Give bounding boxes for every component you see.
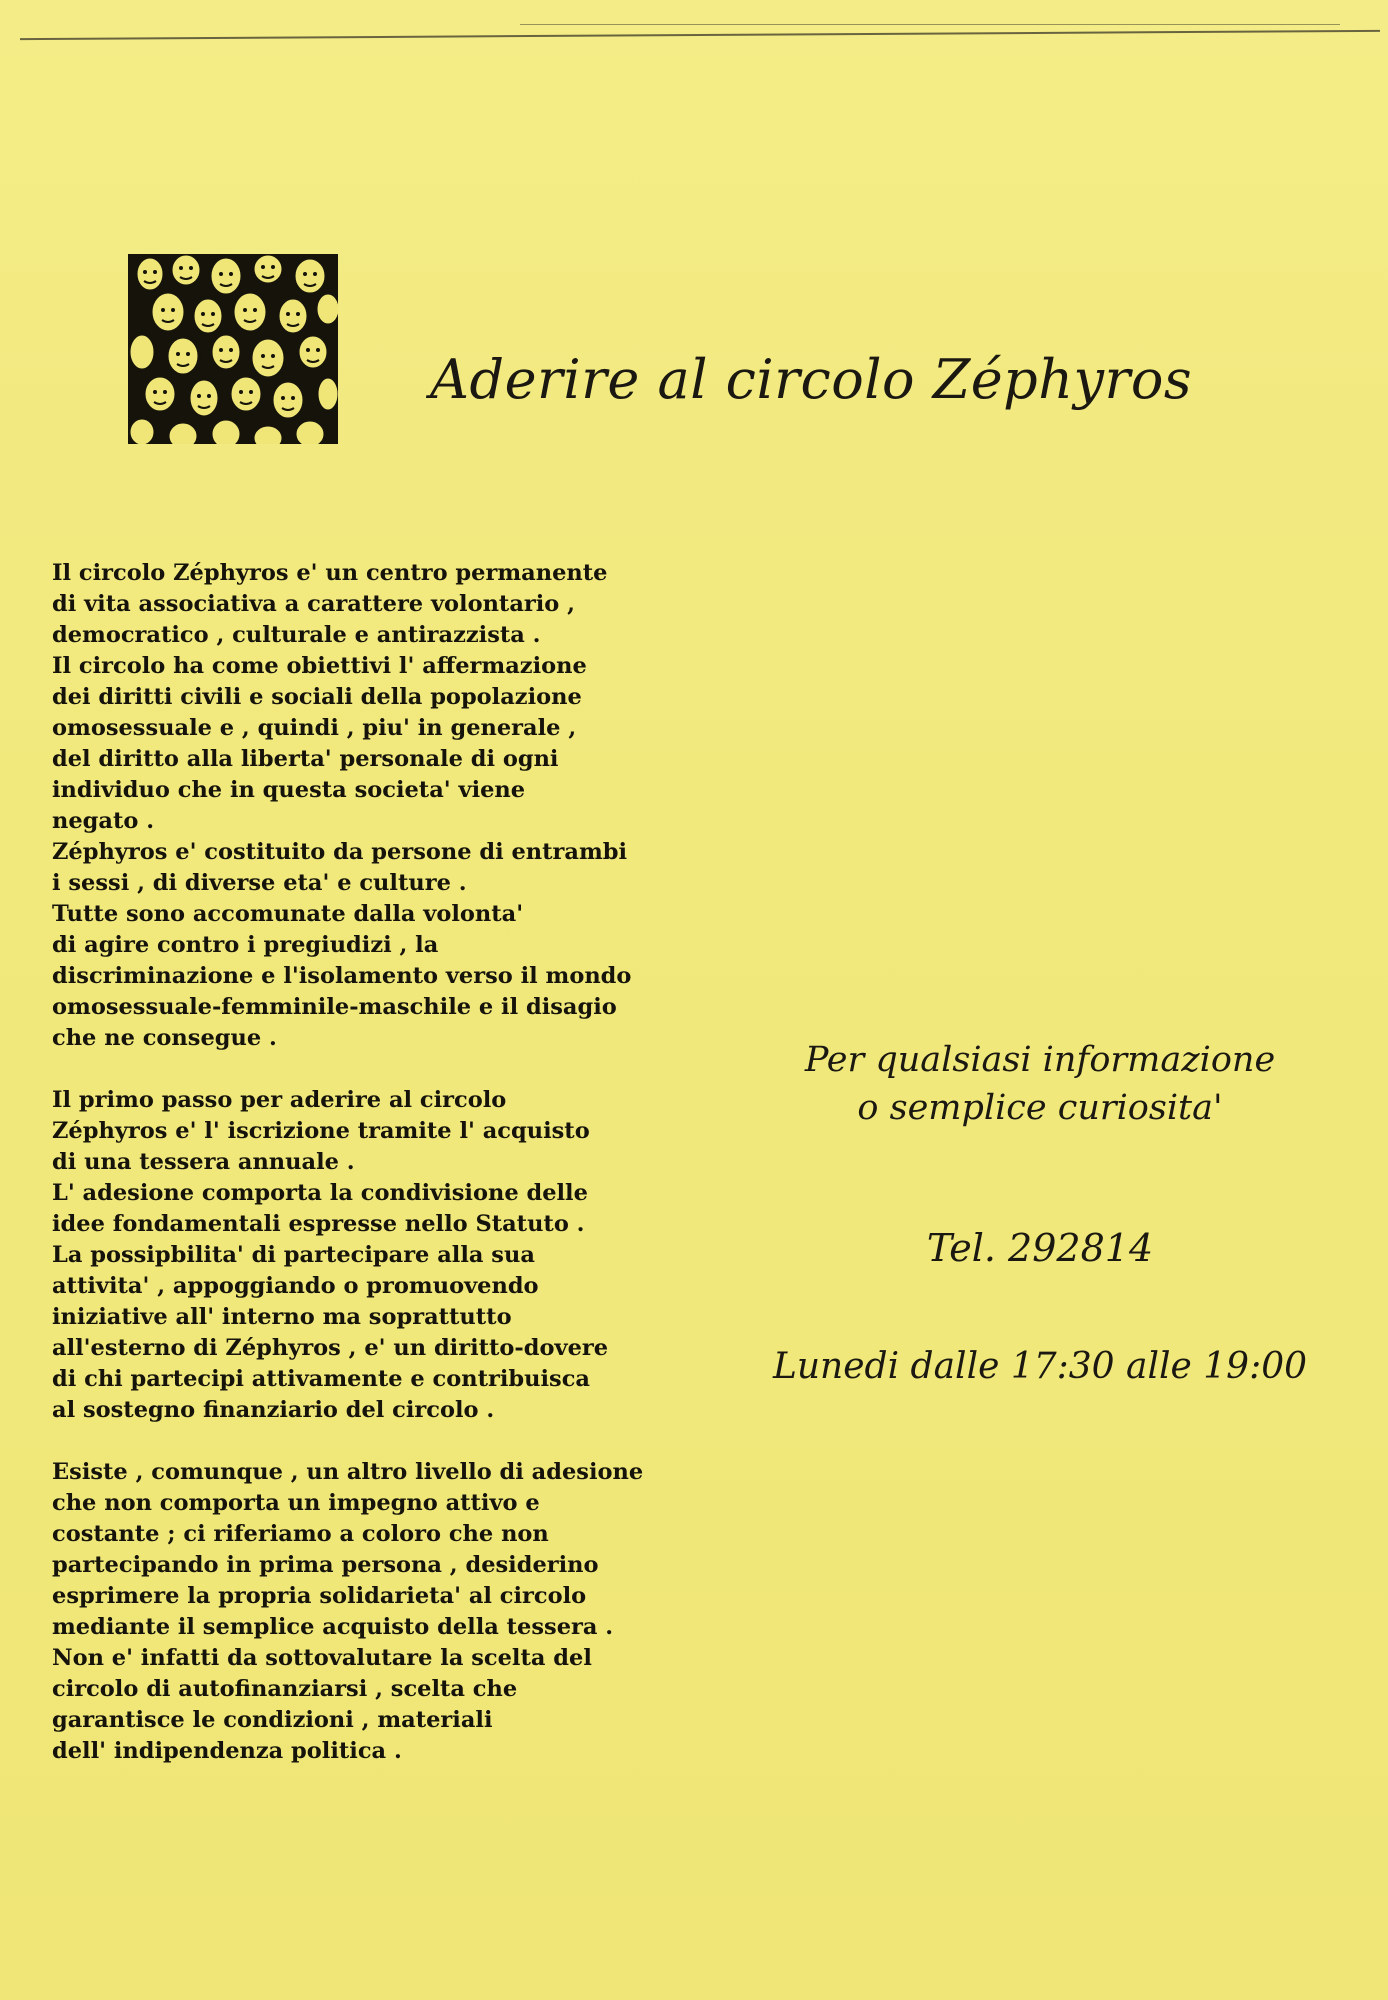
logo-graphic <box>128 254 338 444</box>
text-line: Non e' infatti da sottovalutare la scelta del <box>52 1645 592 1671</box>
text-line: Esiste , comunque , un altro livello di adesione <box>52 1459 644 1485</box>
text-line: Il circolo ha come obiettivi l' affermazione <box>52 653 587 679</box>
text-line: di una tessera annuale . <box>52 1149 355 1175</box>
text-line: La possipbilita' di partecipare alla sua <box>52 1242 535 1268</box>
info-line-2: o semplice curiosita' <box>857 1088 1223 1128</box>
text-line: discriminazione e l'isolamento verso il mondo <box>52 963 632 989</box>
text-line: esprimere la propria solidarieta' al circolo <box>52 1583 587 1609</box>
info-line-1: Per qualsiasi informazione <box>804 1040 1276 1080</box>
text-line: di vita associativa a carattere volontario , <box>52 591 575 617</box>
text-line: democratico , culturale e antirazzista . <box>52 622 541 648</box>
crowd-of-faces-icon <box>128 254 338 444</box>
text-line: dei diritti civili e sociali della popolazione <box>52 684 582 710</box>
text-line: costante ; ci riferiamo a coloro che non <box>52 1521 549 1547</box>
text-line: negato . <box>52 808 155 834</box>
page-title: Aderire al circolo Zéphyros <box>430 348 1193 411</box>
text-line: di chi partecipi attivamente e contribuisca <box>52 1366 590 1392</box>
text-line: Il circolo Zéphyros e' un centro permanente <box>52 560 608 586</box>
text-line: partecipando in prima persona , desiderino <box>52 1552 599 1578</box>
paragraph <box>52 1085 732 1426</box>
top-rule-line <box>20 30 1380 40</box>
text-line: individuo che in questa societa' viene <box>52 777 526 803</box>
text-line: Zéphyros e' l' iscrizione tramite l' acquisto <box>52 1118 590 1144</box>
text-line: attivita' , appoggiando o promuovendo <box>52 1273 539 1299</box>
text-line: Il primo passo per aderire al circolo <box>52 1087 507 1113</box>
text-line: Tutte sono accomunate dalla volonta' <box>52 901 524 927</box>
text-line: circolo di autofinanziarsi , scelta che <box>52 1676 518 1702</box>
text-line: i sessi , di diverse eta' e culture . <box>52 870 467 896</box>
text-line: omosessuale e , quindi , piu' in generale , <box>52 715 577 741</box>
text-line: Zéphyros e' costituito da persone di entrambi <box>52 839 628 865</box>
text-line: del diritto alla liberta' personale di ogni <box>52 746 559 772</box>
text-line: L' adesione comporta la condivisione delle <box>52 1180 588 1206</box>
text-line: idee fondamentali espresse nello Statuto . <box>52 1211 585 1237</box>
text-line: di agire contro i pregiudizi , la <box>52 932 439 958</box>
phone-number: Tel. 292814 <box>926 1226 1154 1270</box>
text-line: mediante il semplice acquisto della tessera . <box>52 1614 614 1640</box>
opening-hours: Lunedi dalle 17:30 alle 19:00 <box>772 1346 1308 1387</box>
text-line: omosessuale-femminile-maschile e il disagio <box>52 994 617 1020</box>
text-line: garantisce le condizioni , materiali <box>52 1707 493 1733</box>
text-line: che ne consegue . <box>52 1025 277 1051</box>
text-line: che non comporta un impegno attivo e <box>52 1490 540 1516</box>
text-line: all'esterno di Zéphyros , e' un diritto-dovere <box>52 1335 609 1361</box>
paragraph <box>52 558 732 1054</box>
body-text <box>52 558 732 1798</box>
text-line: al sostegno finanziario del circolo . <box>52 1397 495 1423</box>
paragraph <box>52 1457 732 1767</box>
text-line: dell' indipendenza politica . <box>52 1738 402 1764</box>
top-rule-line-secondary <box>520 24 1340 25</box>
text-line: iniziative all' interno ma soprattutto <box>52 1304 512 1330</box>
